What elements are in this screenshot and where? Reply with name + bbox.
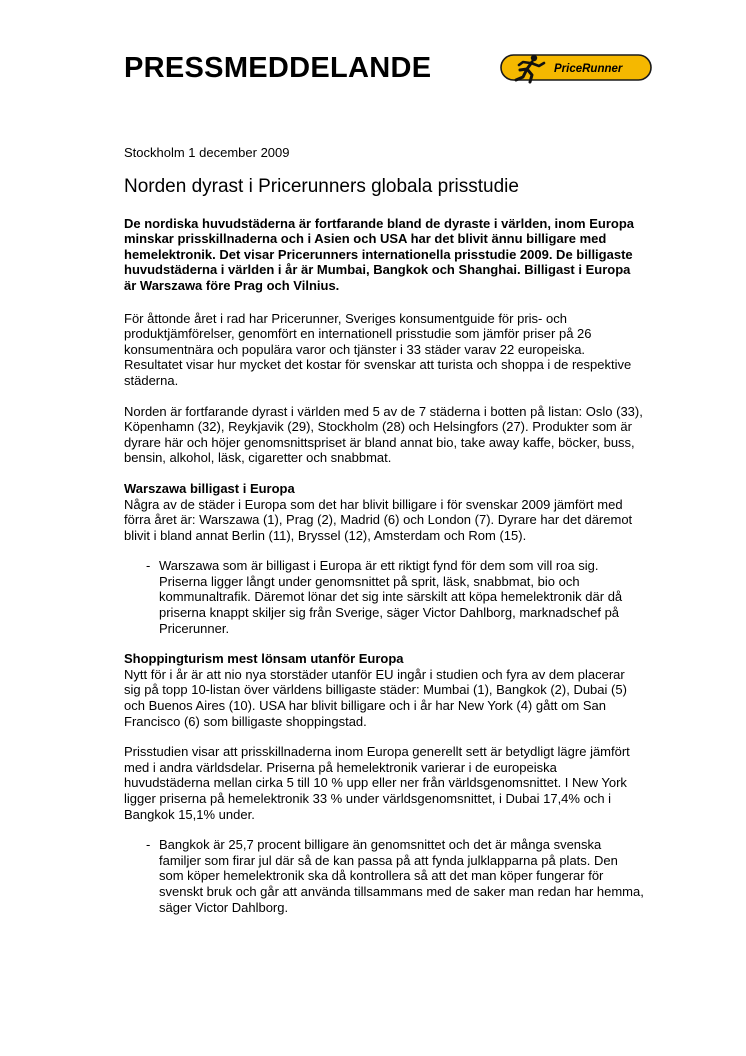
quote-dash: - bbox=[146, 558, 151, 574]
page-title: PRESSMEDDELANDE bbox=[124, 52, 432, 84]
quote-bangkok-text: Bangkok är 25,7 procent billigare än genomsnittet och det är många svenska familjer som firar jul där så de kan passa på att fynda julklapparna på plats. Den som köper hemelektronik ska då kontrollera så att det man köper fungerar för svenskt bruk och går att använda tillsammans med de saker man redan har hemma, säger Victor Dahlborg. bbox=[159, 837, 644, 915]
body-paragraph-1: För åttonde året i rad har Pricerunner, Sveriges konsumentguide för pris- och produktjämförelser, genomfört en internationell prisstudie som jämför priser på 26 konsumentnära och populära varor och tjänster i 33 städer varav 22 europeiska. Resultatet visar hur mycket det kostar för svenskar att turista och shoppa i de respektive städerna. bbox=[124, 310, 632, 388]
logo-wordmark: PriceRunner bbox=[554, 63, 623, 75]
pricerunner-logo bbox=[499, 51, 654, 84]
section-heading-europe: Warszawa billigast i Europa bbox=[124, 480, 295, 496]
quote-dash: - bbox=[146, 837, 151, 853]
article-body bbox=[124, 145, 644, 930]
section-heading-shopping: Shoppingturism mest lönsam utanför Europa bbox=[124, 651, 404, 667]
quote-europe bbox=[124, 558, 644, 636]
headline: Norden dyrast i Pricerunners globala prisstudie bbox=[124, 175, 519, 197]
body-paragraph-2: Norden är fortfarande dyrast i världen med 5 av de 7 städerna i botten på listan: Oslo (33), Köpenhamn (32), Reykjavik (29), Stockholm (28) och Helsingfors (27). Produkter som är dyrare här och höjer genomsnittspriset är bland annat bio, take away kaffe, böcker, buss, bensin, alkohol, läsk, cigaretter och snabbmat. bbox=[124, 403, 643, 466]
quote-europe-text: Warszawa som är billigast i Europa är ett riktigt fynd för dem som vill roa sig. Priserna ligger långt under genomsnittet på sprit, läsk, snabbmat, bio och kommunaltrafik. Däremot lönar det sig inte särskilt att köpa hemelektronik där då priserna knappt skiljer sig från Sverige, säger Victor Dahlborg, marknadschef på Pricerunner. bbox=[159, 558, 623, 636]
dateline: Stockholm 1 december 2009 bbox=[124, 145, 290, 160]
quote-bangkok bbox=[124, 837, 644, 915]
section-shopping-paragraph: Nytt för i år är att nio nya storstäder utanför EU ingår i studien och fyra av dem placerar sig på topp 10-listan över världens billigaste städer: Mumbai (1), Bangkok (2), Dubai (5) och Buenos Aires (10). USA har blivit billigare och i år har New York (4) gått om San Francisco (6) som billigaste shoppingstad. bbox=[124, 666, 627, 729]
section-europe-paragraph: Några av de städer i Europa som det har blivit billigare i för svenskar 2009 jämfört med förra året är: Warszawa (1), Prag (2), Madrid (6) och London (7). Dyrare har det däremot blivit i bland annat Berlin (11), Bryssel (12), Amsterdam och Rom (15). bbox=[124, 496, 633, 543]
lead-paragraph: De nordiska huvudstäderna är fortfarande bland de dyraste i världen, inom Europa minskar prisskillnaderna och i Asien och USA har det blivit ännu billigare med hemelektronik. Det visar Pricerunners internationella prisstudie 2009. De billigaste huvudstäderna i världen i år är Mumbai, Bangkok och Shanghai. Billigast i Europa är Warszawa före Prag och Vilnius. bbox=[124, 215, 635, 293]
section-shopping-paragraph-2: Prisstudien visar att prisskillnaderna inom Europa generellt sett är betydligt lägre jämfört med i andra världsdelar. Priserna på hemelektronik varierar i de europeiska huvudstäderna mellan cirka 5 till 10 % upp eller ner från världsgenomsnittet. I New York ligger priserna på hemelektronik 33 % under världsgenomsnittet, i Dubai 17,4% och i Bangkok 15,1% under. bbox=[124, 744, 630, 822]
